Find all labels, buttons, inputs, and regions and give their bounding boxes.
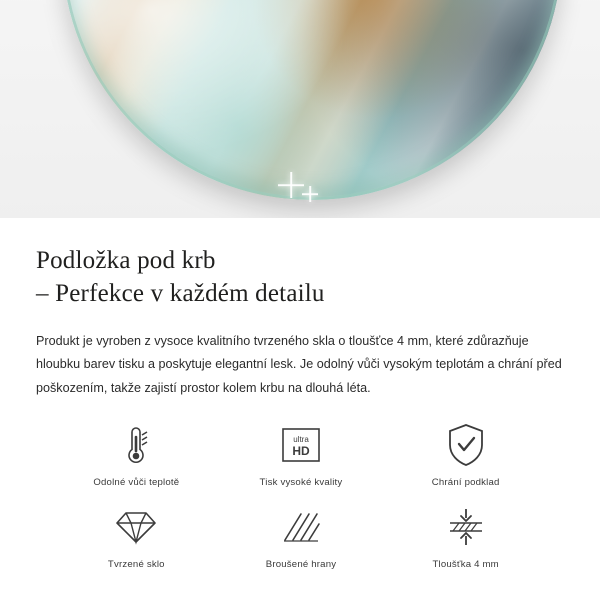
thermometer-icon	[121, 422, 151, 468]
description-paragraph: Produkt je vyroben z vysoce kvalitního tvrzeného skla o tloušťce 4 mm, které zdůrazňuje hloubku barev tisku a poskytuje elegantní lesk. Je odolný vůči vysokým teplotám a chrání před poškozením, takže zajistí prostor kolem krbu na dlouhá léta.	[36, 334, 562, 395]
thickness-arrows-icon	[445, 504, 487, 550]
feature-label: Odolné vůči teplotě	[93, 476, 180, 488]
page-title	[36, 244, 566, 310]
feature-label: Tvrzené sklo	[107, 558, 165, 570]
feature-item	[219, 504, 384, 570]
feature-item	[54, 422, 219, 488]
feature-grid	[36, 422, 566, 570]
diamond-icon	[115, 504, 157, 550]
hero-image	[0, 0, 600, 218]
feature-item	[54, 504, 219, 570]
feature-label: Chrání podklad	[431, 476, 500, 488]
svg-text:ultra: ultra	[293, 434, 309, 444]
feature-item	[383, 422, 548, 488]
headline-line-2: – Perfekce v každém detailu	[36, 280, 325, 307]
feature-item	[219, 422, 384, 488]
svg-text:HD: HD	[292, 443, 310, 458]
feature-label: Tisk vysoké kvality	[259, 476, 343, 488]
glass-pad-image	[62, 0, 562, 200]
ultra-hd-icon	[281, 422, 321, 468]
headline-line-1: Podložka pod krb	[36, 247, 216, 274]
polished-edges-icon	[281, 504, 321, 550]
feature-label: Broušené hrany	[265, 558, 337, 570]
feature-item	[383, 504, 548, 570]
content-section	[0, 218, 600, 570]
shield-check-icon	[447, 422, 485, 468]
feature-label: Tloušťka 4 mm	[432, 558, 499, 570]
